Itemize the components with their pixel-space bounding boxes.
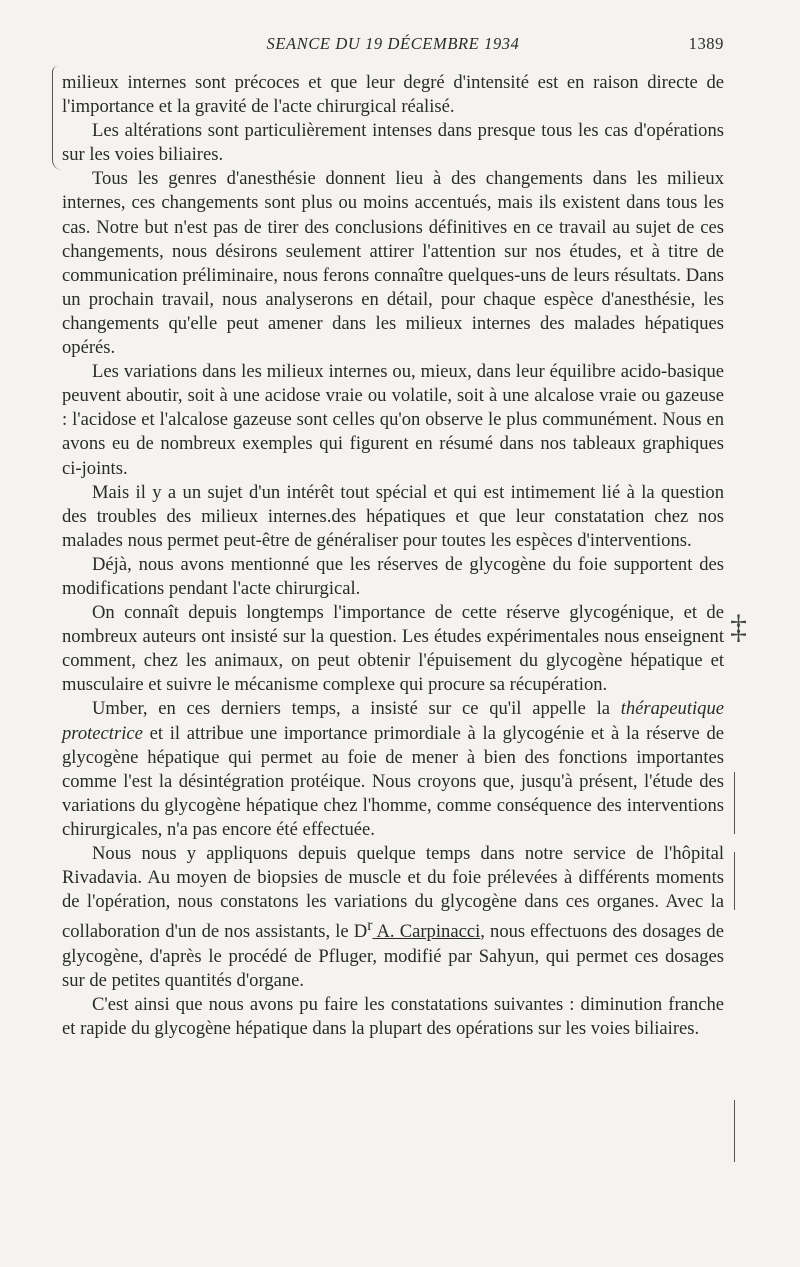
paragraph: Les variations dans les milieux internes ou, mieux, dans leur équilibre acido-basique peuvent aboutir, soit à une acidose vraie ou volatile, soit à une alcalose vraie ou gazeuse : l'acidose et l'alcalose gazeuse sont celles qu'on observe le plus communément. Nous en avons eu de nombreux exemples qui figurent en résumé dans nos tableaux graphiques ci-joints.	[62, 361, 724, 479]
paragraph-umber	[62, 697, 724, 842]
paragraph-rivadavia	[62, 842, 724, 993]
running-title: SEANCE DU 19 DÉCEMBRE 1934	[266, 34, 520, 53]
paragraph: On connaît depuis longtemps l'importance de cette réserve glycogénique, et de nombreux auteurs ont insisté sur la question. Les études expérimentales nous enseignent comment, chez les animaux, on peut obtenir l'épuisement du glycogène hépatique et musculaire et suivre le mécanisme complexe qui procure sa récupération.	[62, 602, 724, 696]
paragraph: Les altérations sont particulièrement intenses dans presque tous les cas d'opérations sur les voies biliaires.	[62, 120, 724, 166]
paragraph-continued: milieux internes sont précoces et que leur degré d'intensité est en raison directe de l'importance et la gravité de l'acte chirurgical réalisé.	[62, 72, 724, 118]
text-segment: , nous effectuons des dosages de glycogène, d'après le procédé de Pfluger, modifié par Sahyun, qui permet ces dosages sur de petites quantités d'organe.	[62, 921, 724, 991]
superscript: r	[367, 917, 373, 935]
text-segment: et il attribue une importance primordiale à la glycogénie et à la réserve de glycogène hépatique qui permet au foie de mener à bien des fonctions importantes comme l'est la désintégration protéique. Nous croyons que, jusqu'à présent, l'étude des variations du glycogène hépatique chez l'homme, comme conséquence des interventions chirurgicales, n'a pas encore été effectuée.	[62, 722, 724, 840]
margin-line-right-3	[734, 1100, 735, 1162]
margin-line-right-2	[734, 852, 735, 910]
paragraph: Déjà, nous avons mentionné que les réserves de glycogène du foie supportent des modifications pendant l'acte chirurgical.	[62, 553, 724, 599]
margin-annotation-mark: ‡	[730, 609, 747, 646]
paragraph: C'est ainsi que nous avons pu faire les constatations suivantes : diminution franche et rapide du glycogène hépatique dans la plupart des opérations sur les voies biliaires.	[62, 993, 724, 1039]
page-body	[62, 71, 724, 1041]
page-number: 1389	[688, 34, 724, 53]
paragraph: Tous les genres d'anesthésie donnent lieu à des changements dans les milieux internes, ces changements sont plus ou moins accentués, mais ils existent dans tous les cas. Notre but n'est pas de tirer des conclusions définitives en ce travail au sujet de ces changements, nous désirons seulement attirer l'attention sur nos études, et à titre de communication préliminaire, nous ferons connaître quelques-uns de leurs résultats. Dans un prochain travail, nous analyserons en détail, pour chaque espèce d'anesthésie, les changements qu'elle peut amener dans les milieux internes des malades hépatiques opérés.	[62, 168, 724, 359]
text-segment: Nous nous y appliquons depuis quelque temps dans notre service de l'hôpital Rivadavia. Au moyen de biopsies de muscle et du foie prélevées à différents moments de l'opération, nous constatons les variations du glycogène dans ces organes. Avec la collaboration d'un de nos assistants, le D	[62, 843, 724, 943]
text-segment: Umber, en ces derniers temps, a insisté sur ce qu'il appelle la	[92, 698, 621, 720]
paragraph: Mais il y a un sujet d'un intérêt tout spécial et qui est intimement lié à la question des troubles des milieux internes.des hépatiques et que leur constatation chez nos malades nous permet peut-être de généraliser pour toutes les espèces d'interventions.	[62, 481, 724, 551]
italic-term: thérapeutique protectrice	[62, 698, 724, 744]
underlined-name: A. Carpinacci	[372, 921, 481, 943]
margin-line-right-1	[734, 772, 735, 834]
page-header	[62, 34, 724, 58]
